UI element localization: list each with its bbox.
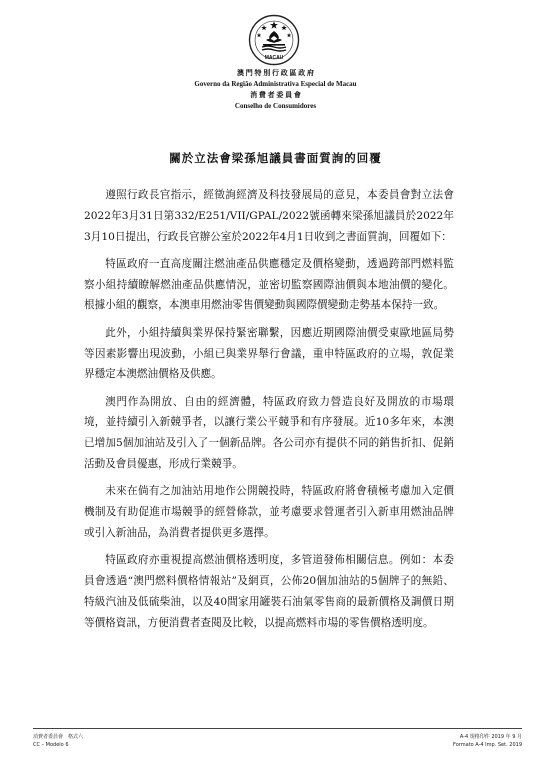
paragraph: 特區政府一直高度關注燃油產品供應穩定及價格變動，透過跨部門燃料監察小組持續瞭解燃油產品供應情況，並密切監察國際油價與本地油價的變化。根據小組的觀察，本澳車用燃油零售價變動與國際價變動走勢基本保持一致。 <box>84 257 454 312</box>
document-title: 關於立法會梁孫旭議員書面質詢的回覆 <box>169 151 382 165</box>
footer-format-zh: A-4 規格印件 2019 年 9 月 <box>459 734 522 740</box>
header-council-pt: Conselho de Consumidores <box>234 102 317 110</box>
paragraph: 此外，小組持續與業界保持緊密聯繫，因應近期國際油價受東歐地區局勢等因素影響出現波動，小組已與業界舉行會議，重申特區政府的立場，敦促業界穩定本澳燃油價格及供應。 <box>84 326 454 381</box>
document-body <box>84 185 454 640</box>
footer-form-pt: CC – Modelo 6 <box>33 742 69 748</box>
header-council-zh: 消 費 者 委 員 會 <box>250 91 301 99</box>
footer-right <box>453 733 522 749</box>
footer-divider <box>33 728 522 729</box>
emblem-text: MACAU <box>264 55 284 61</box>
footer-left <box>33 733 83 749</box>
paragraph: 未來在倘有之加油站用地作公開競投時，特區政府將會積極考慮加入定價機制及有助促進市場競爭的經營條款，並考慮要求營運者引入新車用燃油品牌或引入新油品，為消費者提供更多選擇。 <box>84 485 454 539</box>
header-org-pt: Governo da Região Administrativa Especial de Macau <box>194 80 357 88</box>
macau-emblem-icon <box>248 14 300 66</box>
paragraph: 遵照行政長官指示，經徵詢經濟及科技發展局的意見，本委員會對立法會2022年3月31日第332/E251/VII/GPAL/2022號函轉來梁孫旭議員於2022年3月10日提出，行政長官辦公室於2022年4月1日收到之書面質詢，回覆如下： <box>84 189 454 243</box>
footer-format-pt: Formato A-4 Imp. Set. 2019 <box>453 742 522 748</box>
paragraph: 特區政府亦重視提高燃油價格透明度，多管道發佈相關信息。例如：本委員會透過“澳門燃料價格情報站”及網頁，公佈20個加油站的5個牌子的無鉛、特級汽油及低硫柴油，以及40間家用罐裝石油氣零售商的最新價格及調價日期等價格資訊，方便消費者查閱及比較，以提高燃料市場的零售價格透明度。 <box>84 554 454 629</box>
footer-form-zh: 消費者委員會 格式六 <box>33 734 84 740</box>
paragraph: 澳門作為開放、自由的經濟體，特區政府致力營造良好及開放的市場環境，並持續引入新競爭者，以讓行業公平競爭和有序發展。近10多年來，本澳已增加5個加油站及引入了一個新品牌。各公司亦有提供不同的銷售折扣、促銷活動及會員優惠，形成行業競爭。 <box>84 395 454 471</box>
header-org-zh: 澳 門 特 別 行 政 區 政 府 <box>237 69 314 77</box>
